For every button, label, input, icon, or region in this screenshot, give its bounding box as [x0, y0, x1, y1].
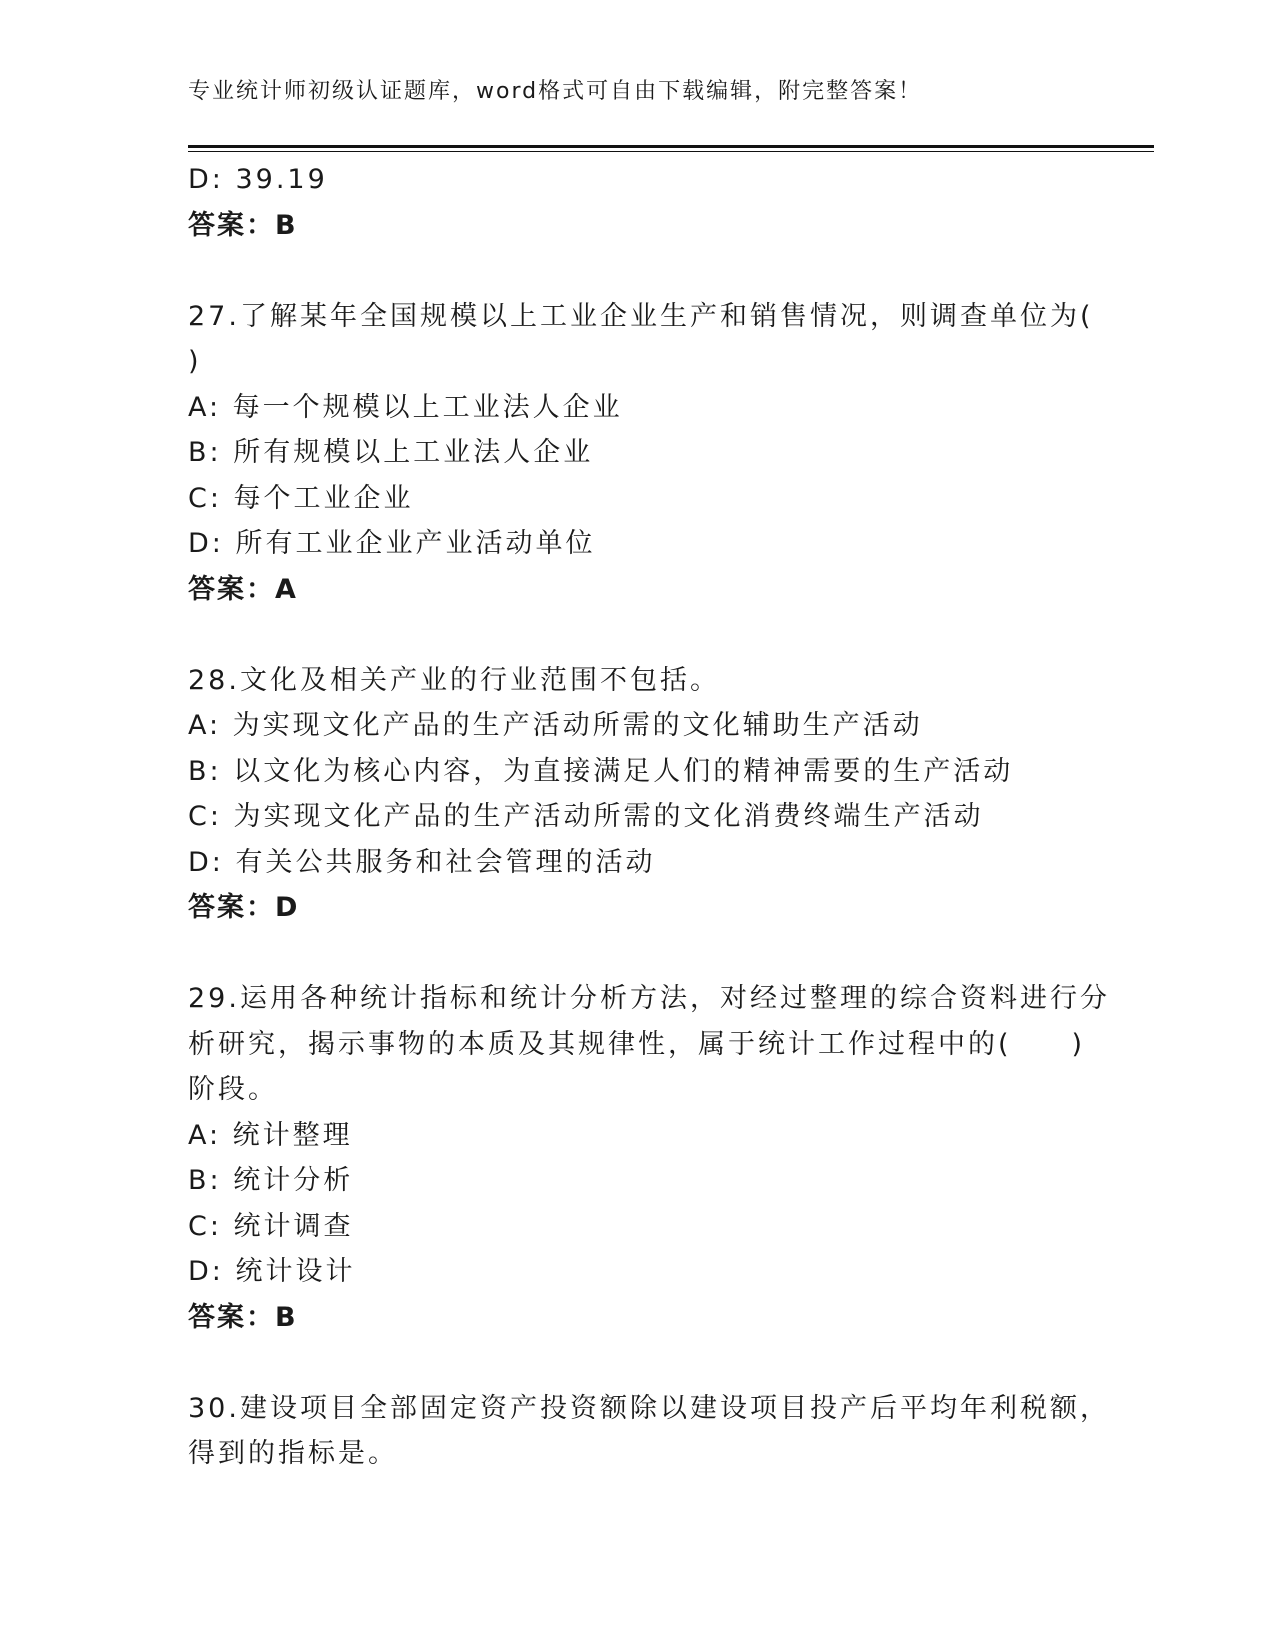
option-a: A: 为实现文化产品的生产活动所需的文化辅助生产活动 [188, 710, 923, 741]
question-stem: 29.运用各种统计指标和统计分析方法，对经过整理的综合资料进行分 [188, 983, 1110, 1014]
question-26-tail [188, 157, 1088, 248]
question-stem: ) [188, 346, 202, 377]
answer: 答案：B [188, 1301, 298, 1333]
question-stem: 析研究，揭示事物的本质及其规律性，属于统计工作过程中的( ) [188, 1028, 1086, 1060]
question-stem: 得到的指标是。 [188, 1438, 398, 1469]
answer: 答案：B [188, 209, 298, 241]
spacer [188, 931, 1088, 977]
option-a: A: 统计整理 [188, 1119, 353, 1151]
question-stem: 28.文化及相关产业的行业范围不包括。 [188, 664, 720, 696]
option-c: C: 每个工业企业 [188, 482, 414, 514]
question-29 [188, 976, 1110, 1340]
question-28 [188, 658, 1088, 931]
header-rule-thick [188, 145, 1154, 148]
question-27 [188, 294, 1094, 613]
header-rule-thin [188, 151, 1154, 152]
spacer [188, 612, 1088, 658]
option-d: D: 有关公共服务和社会管理的活动 [188, 846, 656, 878]
question-content [188, 157, 1110, 1477]
option-c: C: 为实现文化产品的生产活动所需的文化消费终端生产活动 [188, 801, 984, 832]
question-30 [188, 1386, 1110, 1477]
option-d: D: 所有工业企业产业活动单位 [188, 528, 596, 559]
option-c: C: 统计调查 [188, 1210, 354, 1242]
question-stem: 30.建设项目全部固定资产投资额除以建设项目投产后平均年利税额， [188, 1392, 1110, 1424]
question-stem: 阶段。 [188, 1074, 278, 1105]
question-stem: 27.了解某年全国规模以上工业企业生产和销售情况，则调查单位为( [188, 300, 1094, 332]
option-a: A: 每一个规模以上工业法人企业 [188, 391, 623, 423]
answer: 答案：D [188, 892, 300, 923]
answer: 答案：A [188, 573, 298, 605]
spacer [188, 248, 1088, 294]
option-d: D: 统计设计 [188, 1256, 356, 1287]
option-b: B: 以文化为核心内容，为直接满足人们的精神需要的生产活动 [188, 755, 1014, 787]
page-header: 专业统计师初级认证题库，word格式可自由下载编辑，附完整答案！ [188, 79, 923, 104]
option-b: B: 统计分析 [188, 1165, 354, 1196]
spacer [188, 1340, 1088, 1386]
option-b: B: 所有规模以上工业法人企业 [188, 437, 594, 468]
option-d: D: 39.19 [188, 164, 328, 195]
